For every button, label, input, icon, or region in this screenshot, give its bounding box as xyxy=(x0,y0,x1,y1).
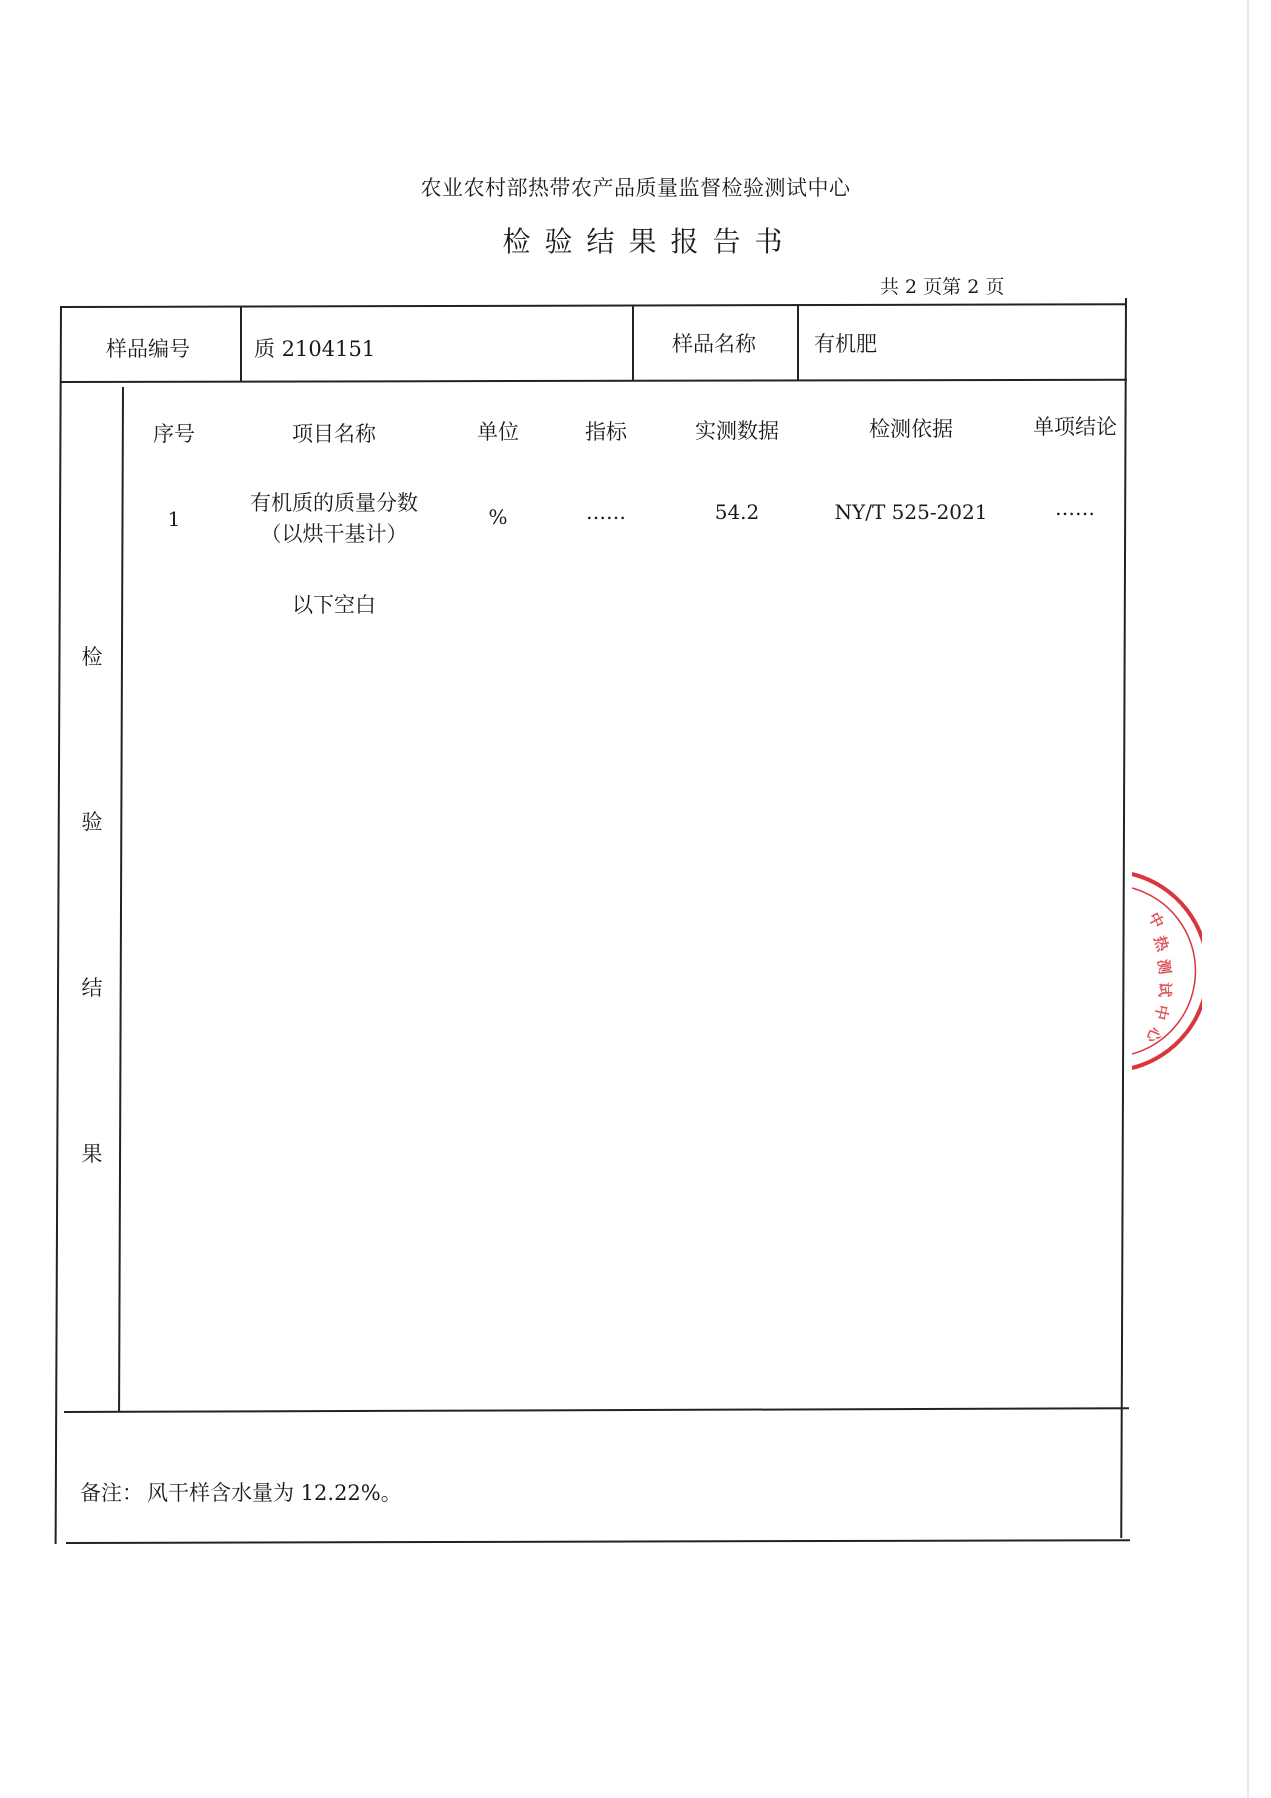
sample-divider-2 xyxy=(632,306,634,381)
svg-text:中: 中 xyxy=(1150,1003,1172,1022)
remark-text: 风干样含水量为 12.22%。 xyxy=(147,1481,402,1505)
page-count: 共 2 页第 2 页 xyxy=(880,276,1005,298)
sample-name-value: 有机肥 xyxy=(814,332,877,356)
results-bottom-border xyxy=(64,1407,1129,1413)
table-left-border xyxy=(55,307,62,1544)
column-header-conclusion: 单项结论 xyxy=(1033,415,1117,439)
row-unit: % xyxy=(488,505,508,529)
svg-text:中: 中 xyxy=(1144,909,1168,932)
column-header-unit: 单位 xyxy=(477,420,519,444)
sample-number-value: 质 2104151 xyxy=(254,337,376,361)
table-right-border xyxy=(1120,298,1127,1538)
svg-text:心: 心 xyxy=(1142,1024,1165,1046)
column-header-index: 序号 xyxy=(153,422,195,446)
organization-name: 农业农村部热带农产品质量监督检验测试中心 xyxy=(420,176,851,200)
sample-divider-1 xyxy=(240,307,242,382)
row-item-basis: （以烘干基计） xyxy=(260,522,408,546)
remark xyxy=(80,1477,402,1507)
column-header-indicator: 指标 xyxy=(585,420,627,444)
svg-text:测: 测 xyxy=(1154,958,1174,976)
sample-row-bottom-border xyxy=(60,379,1127,383)
sample-divider-3 xyxy=(797,305,799,380)
blank-note: 以下空白 xyxy=(292,593,376,617)
row-index: 1 xyxy=(167,507,181,531)
seal-graphic xyxy=(1132,868,1202,1074)
side-label-char: 结 xyxy=(81,976,103,1000)
row-indicator: …… xyxy=(586,500,626,524)
row-item-name: 有机质的质量分数 xyxy=(250,491,418,515)
table-top-border xyxy=(60,303,1127,308)
row-method: NY/T 525-2021 xyxy=(834,500,988,524)
sample-name-label: 样品名称 xyxy=(672,332,756,356)
scan-edge xyxy=(1247,0,1249,1798)
column-header-method: 检测依据 xyxy=(869,417,953,441)
remark-label: 备注： xyxy=(80,1481,143,1505)
column-header-item: 项目名称 xyxy=(292,422,376,446)
svg-text:试: 试 xyxy=(1155,981,1174,998)
table-bottom-border xyxy=(66,1539,1130,1544)
svg-text:热: 热 xyxy=(1150,933,1172,954)
side-label-char: 验 xyxy=(81,810,103,834)
side-label-char: 检 xyxy=(81,645,103,669)
report-title: 检验结果报告书 xyxy=(502,225,797,258)
sample-number-label: 样品编号 xyxy=(106,337,190,361)
results-side-divider xyxy=(118,387,124,1411)
side-label-char: 果 xyxy=(81,1142,103,1166)
row-measured: 54.2 xyxy=(714,500,760,524)
column-header-measured: 实测数据 xyxy=(695,419,779,443)
official-seal xyxy=(1132,868,1202,1074)
row-conclusion: …… xyxy=(1055,496,1095,520)
